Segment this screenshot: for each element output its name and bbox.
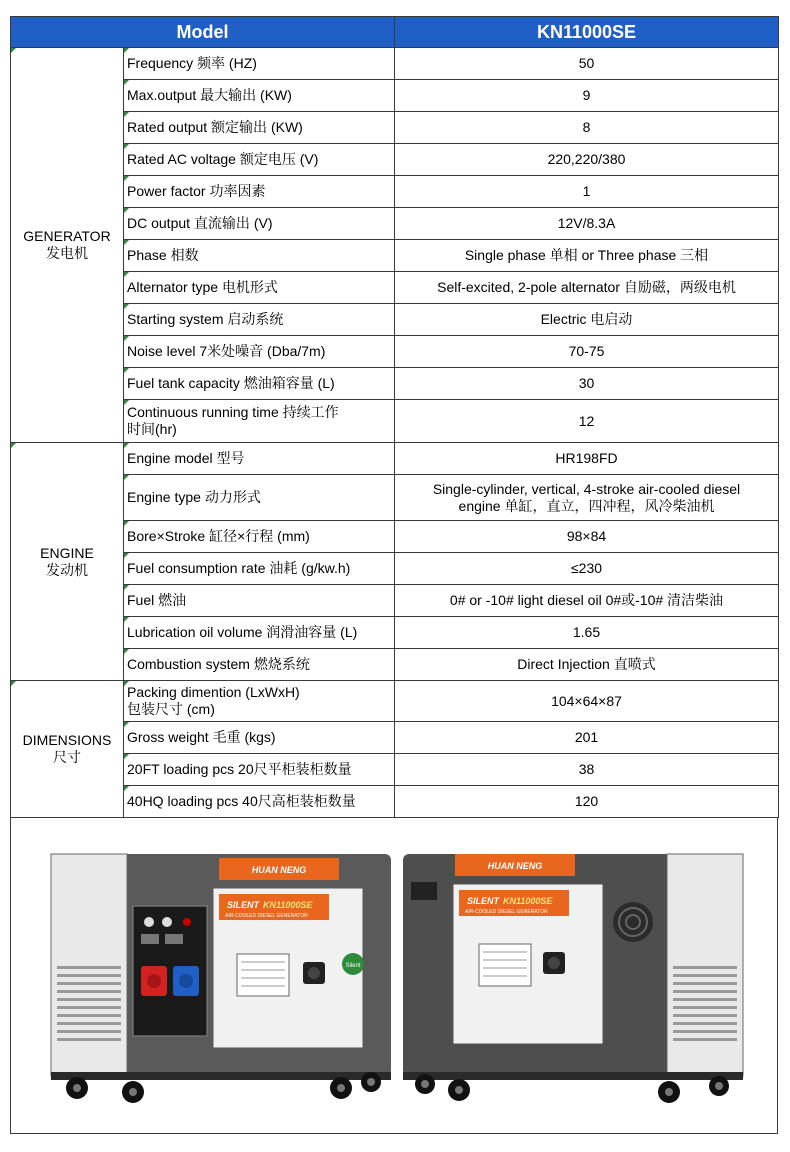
value-engine-model: HR198FD bbox=[395, 443, 779, 475]
generator-front-image bbox=[41, 836, 401, 1111]
table-row bbox=[11, 400, 779, 443]
value-dc-output: 12V/8.3A bbox=[395, 208, 779, 240]
table-row bbox=[11, 617, 779, 649]
value-alternator-type: Self-excited, 2-pole alternator 自励磁，两级电机 bbox=[395, 272, 779, 304]
brand-text-1: HUAN NENG bbox=[251, 865, 307, 875]
param-fuel: Fuel 燃油 bbox=[124, 585, 395, 617]
group-generator-en: GENERATOR bbox=[23, 228, 111, 244]
table-row bbox=[11, 786, 779, 818]
group-engine bbox=[11, 443, 124, 681]
param-alternator-type: Alternator type 电机形式 bbox=[124, 272, 395, 304]
table-row bbox=[11, 176, 779, 208]
param-bore-stroke: Bore×Stroke 缸径×行程 (mm) bbox=[124, 521, 395, 553]
param-packing-line2: 包装尺寸 (cm) bbox=[127, 701, 215, 717]
param-rated-output: Rated output 额定输出 (KW) bbox=[124, 112, 395, 144]
table-row bbox=[11, 48, 779, 80]
param-noise-level: Noise level 7米处噪音 (Dba/7m) bbox=[124, 336, 395, 368]
table-row bbox=[11, 754, 779, 786]
product-photos bbox=[10, 818, 778, 1134]
param-fuel-consumption: Fuel consumption rate 油耗 (g/kw.h) bbox=[124, 553, 395, 585]
value-bore-stroke: 98×84 bbox=[395, 521, 779, 553]
value-loading-20ft: 38 bbox=[395, 754, 779, 786]
value-combustion: Direct Injection 直喷式 bbox=[395, 649, 779, 681]
subtitle-2: AIR-COOLED DIESEL GENERATOR bbox=[465, 909, 548, 915]
param-fuel-tank: Fuel tank capacity 燃油箱容量 (L) bbox=[124, 368, 395, 400]
param-rated-voltage: Rated AC voltage 额定电压 (V) bbox=[124, 144, 395, 176]
param-running-time bbox=[124, 400, 395, 443]
param-running-time-line2: 时间(hr) bbox=[127, 421, 177, 437]
value-starting-system: Electric 电启动 bbox=[395, 304, 779, 336]
table-row bbox=[11, 80, 779, 112]
value-fuel: 0# or -10# light diesel oil 0#或-10# 清洁柴油 bbox=[395, 585, 779, 617]
param-running-time-line1: Continuous running time 持续工作 bbox=[127, 404, 339, 420]
model-tag-2: KN11000SE bbox=[503, 896, 553, 906]
table-row bbox=[11, 272, 779, 304]
value-power-factor: 1 bbox=[395, 176, 779, 208]
group-generator-zh: 发电机 bbox=[46, 245, 88, 261]
table-row bbox=[11, 336, 779, 368]
group-dimensions-zh: 尺寸 bbox=[53, 749, 81, 765]
group-engine-zh: 发动机 bbox=[46, 561, 88, 578]
value-max-output: 9 bbox=[395, 80, 779, 112]
param-power-factor: Power factor 功率因素 bbox=[124, 176, 395, 208]
subtitle-1: AIR-COOLED DIESEL GENERATOR bbox=[225, 913, 308, 919]
value-rated-output: 8 bbox=[395, 112, 779, 144]
value-rated-voltage: 220,220/380 bbox=[395, 144, 779, 176]
model-header-label: Model bbox=[11, 17, 395, 48]
param-combustion: Combustion system 燃烧系统 bbox=[124, 649, 395, 681]
table-row bbox=[11, 681, 779, 722]
value-gross-weight: 201 bbox=[395, 722, 779, 754]
param-starting-system: Starting system 启动系统 bbox=[124, 304, 395, 336]
param-engine-type: Engine type 动力形式 bbox=[124, 475, 395, 521]
value-engine-type-line1: Single-cylinder, vertical, 4-stroke air-cooled diesel bbox=[432, 480, 741, 497]
model-header-value: KN11000SE bbox=[395, 17, 779, 48]
table-row bbox=[11, 722, 779, 754]
silent-text-2: SILENT bbox=[467, 896, 500, 906]
param-max-output: Max.output 最大输出 (KW) bbox=[124, 80, 395, 112]
value-frequency: 50 bbox=[395, 48, 779, 80]
table-row bbox=[11, 368, 779, 400]
group-engine-en: ENGINE bbox=[40, 544, 94, 561]
header-row bbox=[11, 17, 779, 48]
table-row bbox=[11, 553, 779, 585]
value-engine-type bbox=[395, 475, 779, 521]
value-fuel-consumption: ≤230 bbox=[395, 553, 779, 585]
value-packing: 104×64×87 bbox=[395, 681, 779, 722]
value-fuel-tank: 30 bbox=[395, 368, 779, 400]
param-loading-20ft: 20FT loading pcs 20尺平柜装柜数量 bbox=[124, 754, 395, 786]
value-phase: Single phase 单相 or Three phase 三相 bbox=[395, 240, 779, 272]
table-row bbox=[11, 144, 779, 176]
param-loading-40hq: 40HQ loading pcs 40尺高柜装柜数量 bbox=[124, 786, 395, 818]
group-dimensions bbox=[11, 681, 124, 818]
spec-table bbox=[10, 16, 779, 818]
table-row bbox=[11, 649, 779, 681]
silent-text-1: SILENT bbox=[227, 900, 260, 910]
table-row bbox=[11, 112, 779, 144]
group-generator bbox=[11, 48, 124, 443]
table-row bbox=[11, 475, 779, 521]
param-phase: Phase 相数 bbox=[124, 240, 395, 272]
param-engine-model: Engine model 型号 bbox=[124, 443, 395, 475]
model-tag-1: KN11000SE bbox=[263, 900, 313, 910]
table-row bbox=[11, 240, 779, 272]
silent-badge: Silent bbox=[345, 963, 361, 969]
value-lubrication: 1.65 bbox=[395, 617, 779, 649]
param-frequency: Frequency 频率 (HZ) bbox=[124, 48, 395, 80]
generator-side-image bbox=[399, 836, 759, 1111]
param-packing bbox=[124, 681, 395, 722]
param-dc-output: DC output 直流输出 (V) bbox=[124, 208, 395, 240]
brand-text-2: HUAN NENG bbox=[487, 861, 543, 871]
group-dimensions-en: DIMENSIONS bbox=[22, 732, 112, 748]
value-noise-level: 70-75 bbox=[395, 336, 779, 368]
value-loading-40hq: 120 bbox=[395, 786, 779, 818]
table-row bbox=[11, 521, 779, 553]
table-row bbox=[11, 585, 779, 617]
value-engine-type-line2: engine 单缸，直立，四冲程，风冷柴油机 bbox=[458, 497, 715, 514]
table-row bbox=[11, 208, 779, 240]
table-row bbox=[11, 443, 779, 475]
param-packing-line1: Packing dimention (LxWxH) bbox=[127, 684, 300, 700]
value-running-time: 12 bbox=[395, 400, 779, 443]
param-gross-weight: Gross weight 毛重 (kgs) bbox=[124, 722, 395, 754]
table-row bbox=[11, 304, 779, 336]
param-lubrication: Lubrication oil volume 润滑油容量 (L) bbox=[124, 617, 395, 649]
